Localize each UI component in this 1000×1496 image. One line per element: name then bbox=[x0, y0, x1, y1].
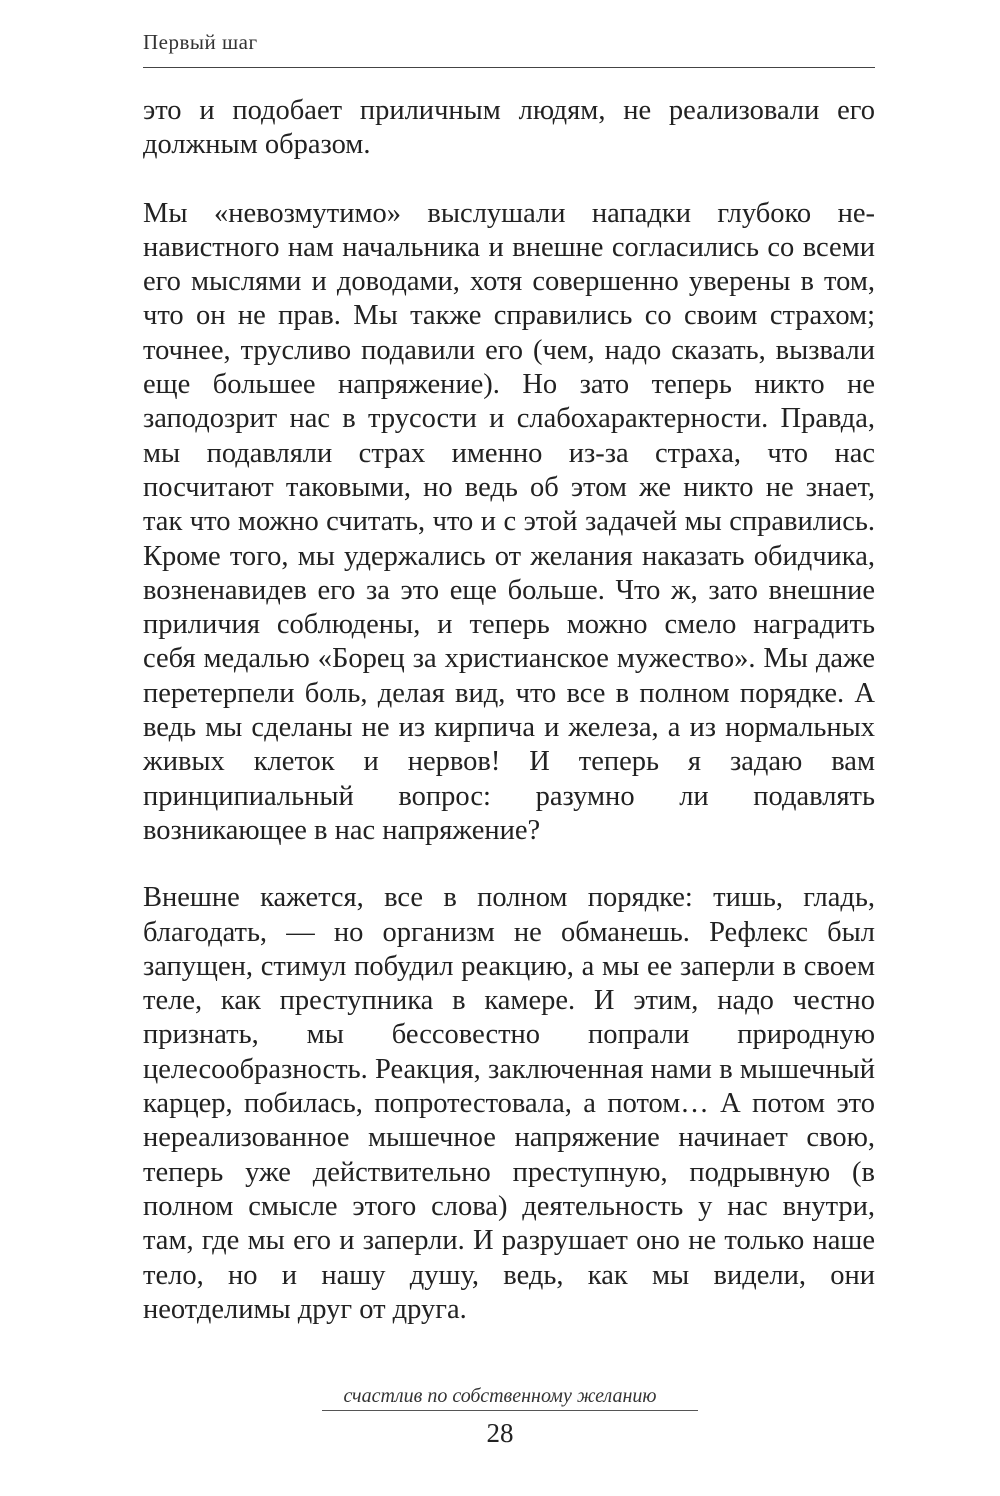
paragraph-3: Внешне кажется, все в полном порядке: тишь, гладь, благодать, — но организм не обманешь. Рефлекс был запущен, стимул побудил реакцию, а мы ее заперли в своем теле, как преступника в камере. И этим, надо честно признать, мы бессовестно попрали природную целесообразность. Реакция, заключенная нами в мышечный карцер, побилась, попротестовала, а потом… А потом это нереализованное мышечное напряжение начинает свою, теперь уже действительно преступную, подрывную (в полном смысле этого слова) деятельность у нас внутри, там, где мы его и заперли. И разрушает оно не только наше тело, но и нашу душу, ведь, как мы видели, они неотделимы друг от друга. bbox=[143, 882, 875, 1325]
footer-book-title: счастлив по собственному желанию bbox=[343, 1385, 657, 1407]
footer-rule bbox=[322, 1410, 698, 1411]
body-text bbox=[143, 94, 875, 1360]
page-number: 28 bbox=[486, 1418, 514, 1448]
header-rule bbox=[143, 67, 875, 68]
paragraph-1: это и подобает приличным людям, не реализовали его должным образом. bbox=[143, 95, 875, 161]
paragraph-2: Мы «невозмутимо» выслушали нападки глубоко ненавистного нам начальника и внешне согласились со всеми его мыслями и доводами, хотя совершенно уверены в том, что он не прав. Мы также справились со своим страхом; точнее, трусливо подавили его (чем, надо сказать, вызвали еще большее напряжение). Но зато теперь никто не заподозрит нас в трусости и слабохарактерности. Правда, мы подавляли страх именно из-за страха, что нас посчитают таковыми, но ведь об этом же никто не знает, так что можно считать, что и с этой задачей мы справились. Кроме того, мы удержались от желания наказать обидчика, возненавидев его за это еще больше. Что ж, зато внешние приличия соблюдены, и теперь можно смело наградить себя медалью «Борец за христианское мужество». Мы даже перетерпели боль, делая вид, что все в полном порядке. А ведь мы сделаны не из кирпича и железа, а из нормальных живых клеток и нервов! И теперь я задаю вам принципиальный вопрос: разумно ли подавлять возникающее в нас напряжение? bbox=[143, 197, 875, 846]
running-header: Первый шаг bbox=[143, 30, 258, 54]
